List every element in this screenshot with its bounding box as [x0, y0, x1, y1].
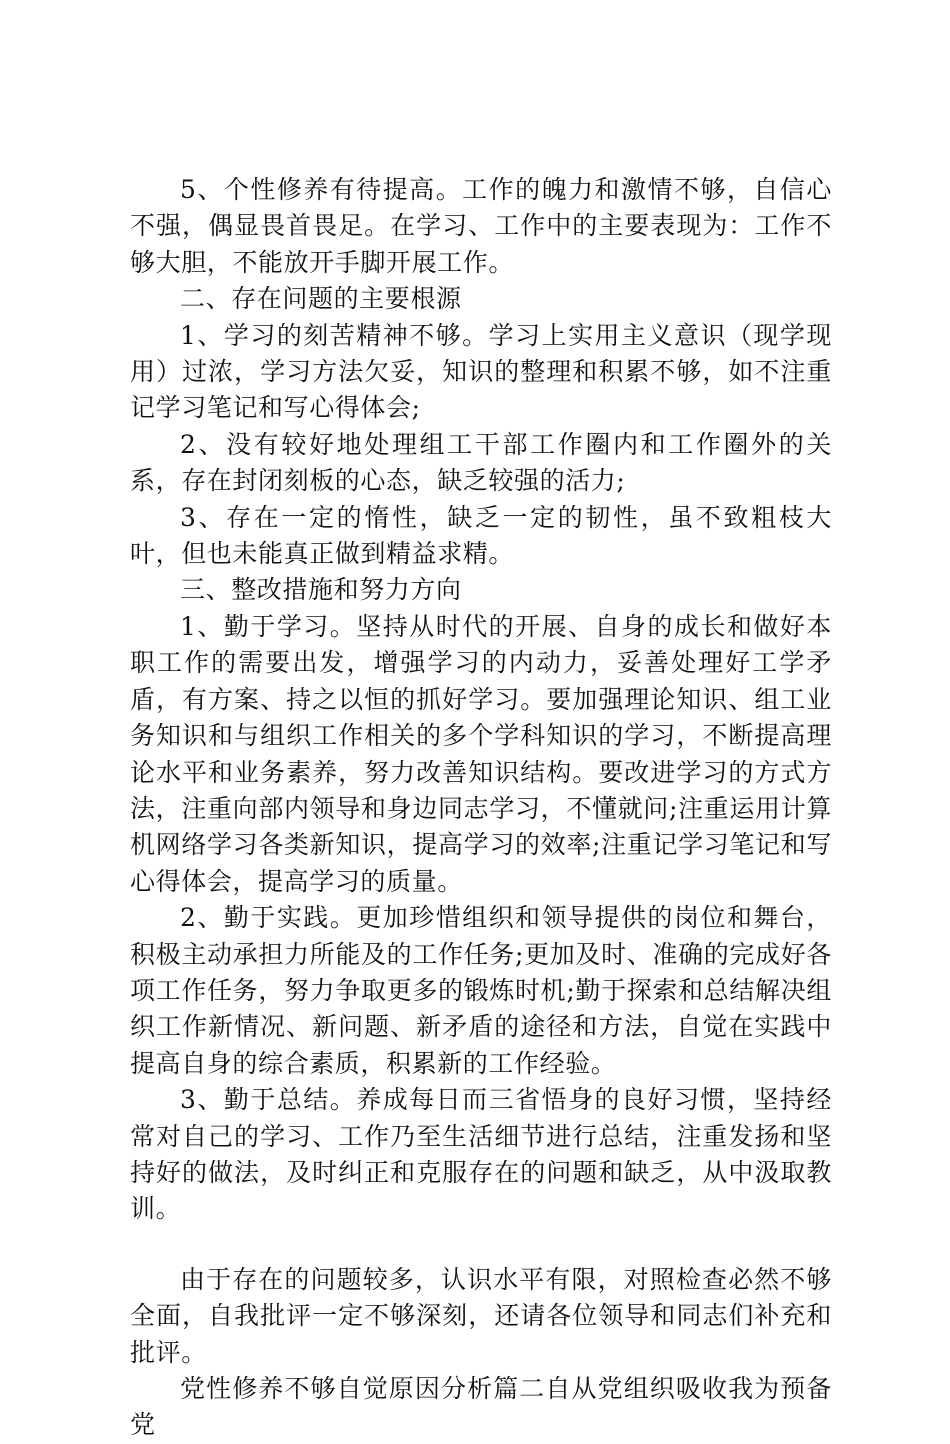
document-page: [130, 172, 832, 1444]
paragraph-measure-summary: 3、勤于总结。养成每日而三省悟身的良好习惯，坚持经常对自己的学习、工作乃至生活细节进行总结，注重发扬和坚持好的做法，及时纠正和克服存在的问题和缺乏，从中汲取教训。: [130, 1085, 832, 1224]
paragraph-gap: [130, 1228, 832, 1262]
paragraph-measure-study: 1、勤于学习。坚持从时代的开展、自身的成长和做好本职工作的需要出发，增强学习的内动力，妥善处理好工学矛盾，有方案、持之以恒的抓好学习。要加强理论知识、组工业务知识和与组织工作相关的多个学科知识的学习，不断提高理论水平和业务素养，努力改善知识结构。要改进学习的方式方法，注重向部内领导和身边同志学习，不懂就问;注重运用计算机网络学习各类新知识，提高学习的效率;注重记学习笔记和写心得体会，提高学习的质量。: [130, 611, 832, 896]
paragraph-measure-practice: 2、勤于实践。更加珍惜组织和领导提供的岗位和舞台，积极主动承担力所能及的工作任务;更加及时、准确的完成好各项工作任务，努力争取更多的锻炼时机;勤于探索和总结解决组织工作新情况、新问题、新矛盾的途径和方法，自觉在实践中提高自身的综合素质，积累新的工作经验。: [130, 903, 832, 1078]
paragraph-cause-relations: 2、没有较好地处理组工干部工作圈内和工作圈外的关系，存在封闭刻板的心态，缺乏较强的活力;: [130, 429, 832, 496]
section-heading-root-causes: 二、存在问题的主要根源: [180, 284, 462, 314]
paragraph-cause-inertia: 3、存在一定的惰性，缺乏一定的韧性，虽不致粗枝大叶，但也未能真正做到精益求精。: [130, 502, 832, 569]
section-heading-measures: 三、整改措施和努力方向: [180, 575, 462, 605]
paragraph-cause-study: 1、学习的刻苦精神不够。学习上实用主义意识（现学现用）过浓，学习方法欠妥，知识的整理和积累不够，如不注重记学习笔记和写心得体会;: [130, 320, 832, 423]
paragraph-closing: 由于存在的问题较多，认识水平有限，对照检查必然不够全面，自我批评一定不够深刻，还请各位领导和同志们补充和批评。: [130, 1264, 832, 1367]
paragraph-next-article: 党性修养不够自觉原因分析篇二自从党组织吸收我为预备党: [130, 1374, 832, 1440]
paragraph-personal-cultivation: 5、个性修养有待提高。工作的魄力和激情不够，自信心不强，偶显畏首畏足。在学习、工作中的主要表现为：工作不够大胆，不能放开手脚开展工作。: [130, 175, 832, 277]
